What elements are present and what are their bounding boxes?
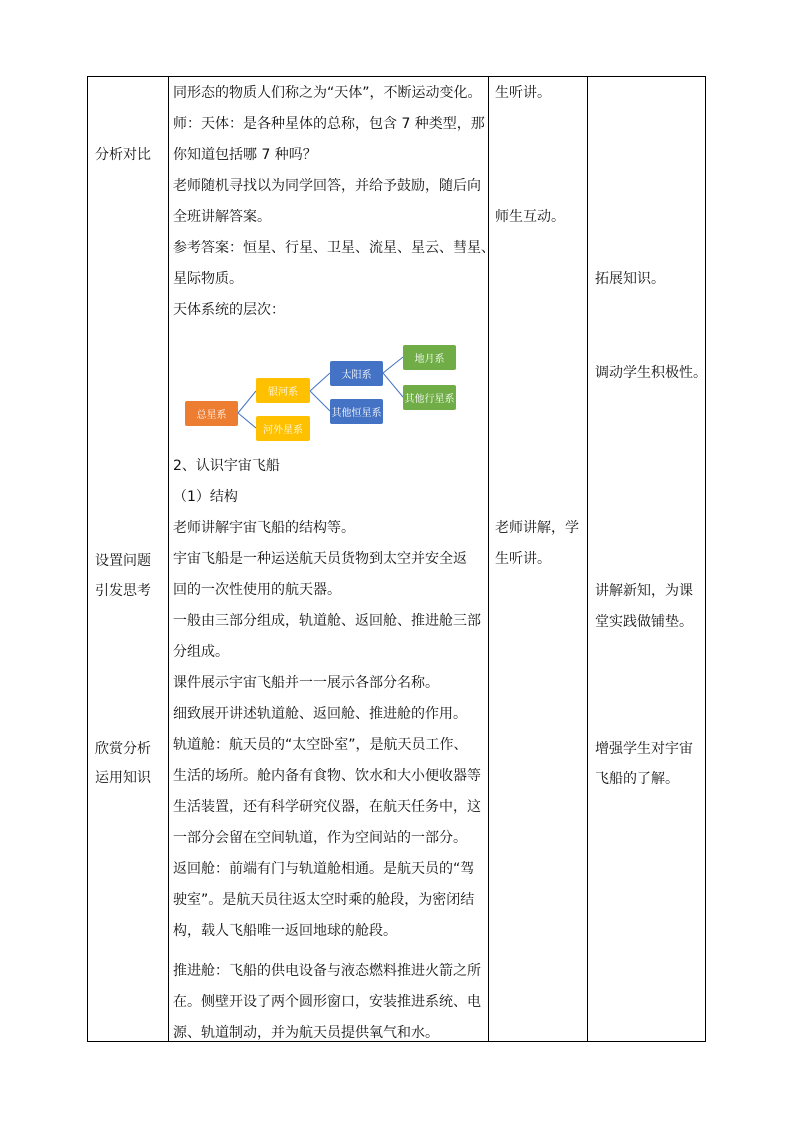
content-line: 一般由三部分组成，轨道舱、返回舱、推进舱三部: [173, 613, 481, 629]
content-line: 生活装置，还有科学研究仪器，在航天任务中，这: [173, 799, 481, 815]
content-line: 课件展示宇宙飞船并一一展示各部分名称。: [173, 675, 439, 691]
content-line: 在。侧壁开设了两个圆形窗口，安装推进系统、电: [173, 994, 481, 1010]
node-other-star-systems: 其他恒星系: [330, 399, 383, 424]
connector-line: [310, 373, 330, 391]
stage-label-appreciate-1: 欣赏分析: [95, 741, 151, 757]
stage-label-analysis: 分析对比: [95, 147, 151, 163]
node-extragalactic: 河外星系: [256, 416, 310, 441]
content-line: 源、轨道制动，并为航天员提供氧气和水。: [173, 1025, 439, 1041]
content-line: 返回舱：前端有门与轨道舱相通。是航天员的“驾: [173, 861, 475, 877]
content-line: 你知道包括哪 7 种吗？: [173, 147, 317, 163]
stage-label-question-2: 引发思考: [95, 583, 151, 599]
stage-label-question-1: 设置问题: [95, 553, 151, 569]
intent-note: 堂实践做铺垫。: [595, 614, 693, 630]
node-milky-way: 银河系: [256, 378, 310, 403]
connector-line: [383, 357, 403, 373]
content-line: 老师随机寻找以为同学回答，并给予鼓励，随后向: [173, 178, 481, 194]
intent-note: 讲解新知，为课: [595, 583, 693, 599]
activity-note: 师生互动。: [495, 209, 565, 225]
content-line: 细致展开讲述轨道舱、返回舱、推进舱的作用。: [173, 706, 467, 722]
content-line: 宇宙飞船是一种运送航天员货物到太空并安全返: [173, 551, 467, 567]
content-line: 回的一次性使用的航天器。: [173, 582, 341, 598]
content-line: 构，载人飞船唯一返回地球的舱段。: [173, 923, 397, 939]
intent-note: 拓展知识。: [595, 271, 665, 287]
connector-line: [238, 391, 256, 413]
content-line: 全班讲解答案。: [173, 209, 271, 225]
node-total-galaxy: 总星系: [185, 401, 238, 426]
connector-line: [383, 373, 403, 397]
content-line: 驶室”。是航天员往返太空时乘的舱段，为密闭结: [173, 892, 475, 908]
content-line: 老师讲解宇宙飞船的结构等。: [173, 520, 355, 536]
content-line: 轨道舱：航天员的“太空卧室”，是航天员工作、: [173, 737, 468, 753]
activity-note: 老师讲解，学: [495, 520, 579, 536]
content-line: 同形态的物质人们称之为“天体”，不断运动变化。: [173, 85, 482, 101]
content-line: 参考答案：恒星、行星、卫星、流星、星云、彗星、: [173, 240, 495, 256]
activity-note: 生听讲。: [495, 551, 551, 567]
content-line: 2、认识宇宙飞船: [173, 458, 280, 474]
content-line: 星际物质。: [173, 271, 243, 287]
connector-line: [310, 391, 330, 411]
node-earth-moon: 地月系: [403, 345, 456, 370]
content-line: 师：天体：是各种星体的总称，包含 7 种类型，那: [173, 116, 485, 132]
content-line: 一部分会留在空间轨道，作为空间站的一部分。: [173, 830, 467, 846]
content-line: 推进舱：飞船的供电设备与液态燃料推进火箭之所: [173, 963, 481, 979]
content-line: 分组成。: [173, 644, 229, 660]
content-line: （1）结构: [173, 489, 238, 505]
node-other-planet-systems: 其他行星系: [403, 385, 456, 410]
intent-note: 飞船的了解。: [595, 771, 679, 787]
node-solar-system: 太阳系: [330, 361, 383, 386]
connector-line: [238, 413, 256, 428]
activity-note: 生听讲。: [495, 85, 551, 101]
content-line: 天体系统的层次：: [173, 302, 285, 318]
intent-note: 增强学生对宇宙: [595, 741, 693, 757]
stage-label-appreciate-2: 运用知识: [95, 770, 151, 786]
content-line: 生活的场所。舱内备有食物、饮水和大小便收器等: [173, 768, 481, 784]
intent-note: 调动学生积极性。: [595, 365, 707, 381]
